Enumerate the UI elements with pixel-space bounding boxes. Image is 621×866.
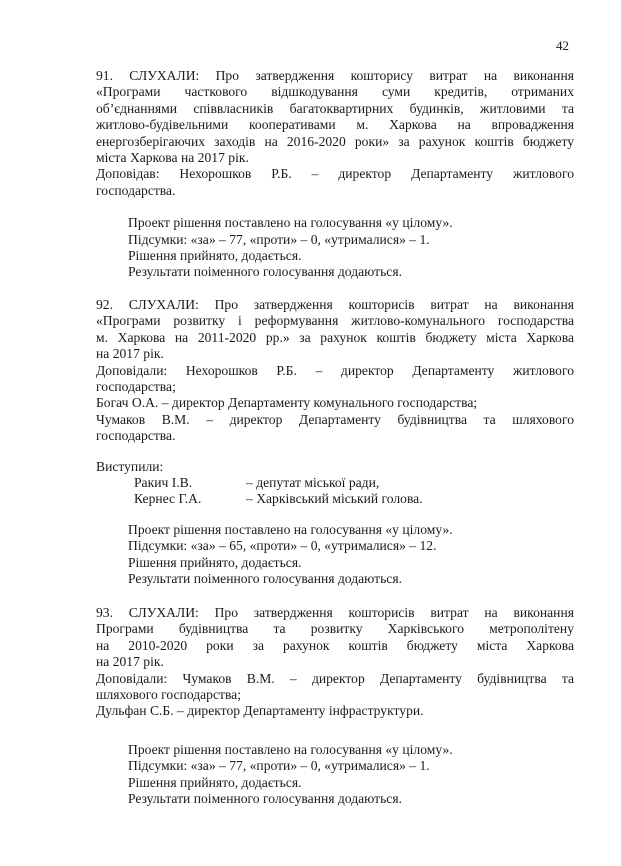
vote-decision: Рішення прийнято, додається.	[128, 554, 302, 570]
vote-decision: Рішення прийнято, додається.	[128, 774, 302, 790]
vote-totals: Підсумки: «за» – 77, «проти» – 0, «утрималися» – 1.	[128, 758, 430, 774]
item-92-reporter: Доповідали: Нехорошков Р.Б. – директор Департаменту житлового	[96, 362, 574, 378]
page-number: 42	[556, 38, 569, 53]
vote-roll-call: Результати поіменного голосування додаються.	[128, 264, 402, 280]
item-92-heard-line: м. Харкова на 2011-2020 рр.» за рахунок коштів бюджету міста Харкова	[96, 329, 574, 345]
item-92-heard-line: 92. СЛУХАЛИ: Про затвердження кошторисів витрат на виконання	[96, 297, 574, 312]
vote-totals: Підсумки: «за» – 77, «проти» – 0, «утрималися» – 1.	[128, 231, 430, 247]
item-93-reporter: Доповідали: Чумаков В.М. – директор Департаменту будівництва та	[96, 670, 574, 686]
vote-proposal: Проект рішення поставлено на голосування «у цілому».	[128, 521, 453, 537]
item-92-reporter: Чумаков В.М. – директор Департаменту будівництва та шляхового	[96, 411, 574, 427]
vote-roll-call: Результати поіменного голосування додаються.	[128, 791, 402, 807]
speaker-role: – Харківський міський голова.	[246, 491, 423, 507]
item-91-heard-line: «Програми часткового відшкодування суми кредитів, отриманих	[96, 84, 574, 100]
speaker-name: Ракич І.В.	[134, 475, 193, 491]
item-92-reporter: Богач О.А. – директор Департаменту комунального господарства;	[96, 395, 478, 411]
speakers-list	[96, 475, 574, 508]
item-91-heard-line: житлово-будівельними кооперативами м. Харкова на впровадження	[96, 117, 574, 133]
item-93-reporter: Дульфан С.Б. – директор Департаменту інфраструктури.	[96, 703, 424, 719]
item-92-vote-result	[96, 522, 574, 588]
vote-roll-call: Результати поіменного голосування додаються.	[128, 571, 402, 587]
item-92-reporter-cont: господарства.	[96, 428, 176, 444]
item-93-heard-line: на 2017 рік.	[96, 654, 164, 670]
item-91	[96, 68, 574, 281]
item-93-heard-line: Програми будівництва та розвитку Харківського метрополітену	[96, 621, 574, 637]
item-93-reporter-cont: шляхового господарства;	[96, 687, 241, 703]
item-92-heard-line: «Програми розвитку і реформування житлово-комунального господарства	[96, 313, 574, 329]
speaker-row	[134, 475, 574, 491]
item-93-vote-result	[96, 742, 574, 808]
item-91-heard-line: міста Харкова на 2017 рік.	[96, 150, 249, 166]
item-92-reporter-cont: господарства;	[96, 379, 176, 395]
item-93-heard-line: 93. СЛУХАЛИ: Про затвердження кошторисів витрат на виконання	[96, 605, 574, 620]
speaker-role: – депутат міської ради,	[246, 475, 380, 491]
item-92-heard-line: на 2017 рік.	[96, 346, 164, 362]
item-93-heard-line: на 2010-2020 роки за рахунок коштів бюджету міста Харкова	[96, 637, 574, 653]
item-91-reporter: Доповідав: Нехорошков Р.Б. – директор Департаменту житлового	[96, 166, 574, 182]
item-91-heard-line: об’єднаннями співвласників багатоквартирних будинків, житловими та	[96, 100, 574, 116]
vote-proposal: Проект рішення поставлено на голосування «у цілому».	[128, 741, 453, 757]
item-91-reporter-cont: господарства.	[96, 182, 176, 198]
speaker-name: Кернес Г.А.	[134, 491, 202, 507]
item-92	[96, 297, 574, 588]
item-93	[96, 605, 574, 807]
vote-decision: Рішення прийнято, додається.	[128, 248, 302, 264]
speaker-row	[134, 491, 574, 507]
vote-totals: Підсумки: «за» – 65, «проти» – 0, «утрималися» – 12.	[128, 538, 437, 554]
vote-proposal: Проект рішення поставлено на голосування «у цілому».	[128, 215, 453, 231]
item-91-heard-line: енергозберігаючих заходів на 2016-2020 роки» за рахунок коштів бюджету	[96, 133, 574, 149]
item-91-heard-line: 91. СЛУХАЛИ: Про затвердження кошторису витрат на виконання	[96, 68, 574, 83]
speakers-label: Виступили:	[96, 458, 164, 474]
item-91-vote-result	[96, 215, 574, 281]
